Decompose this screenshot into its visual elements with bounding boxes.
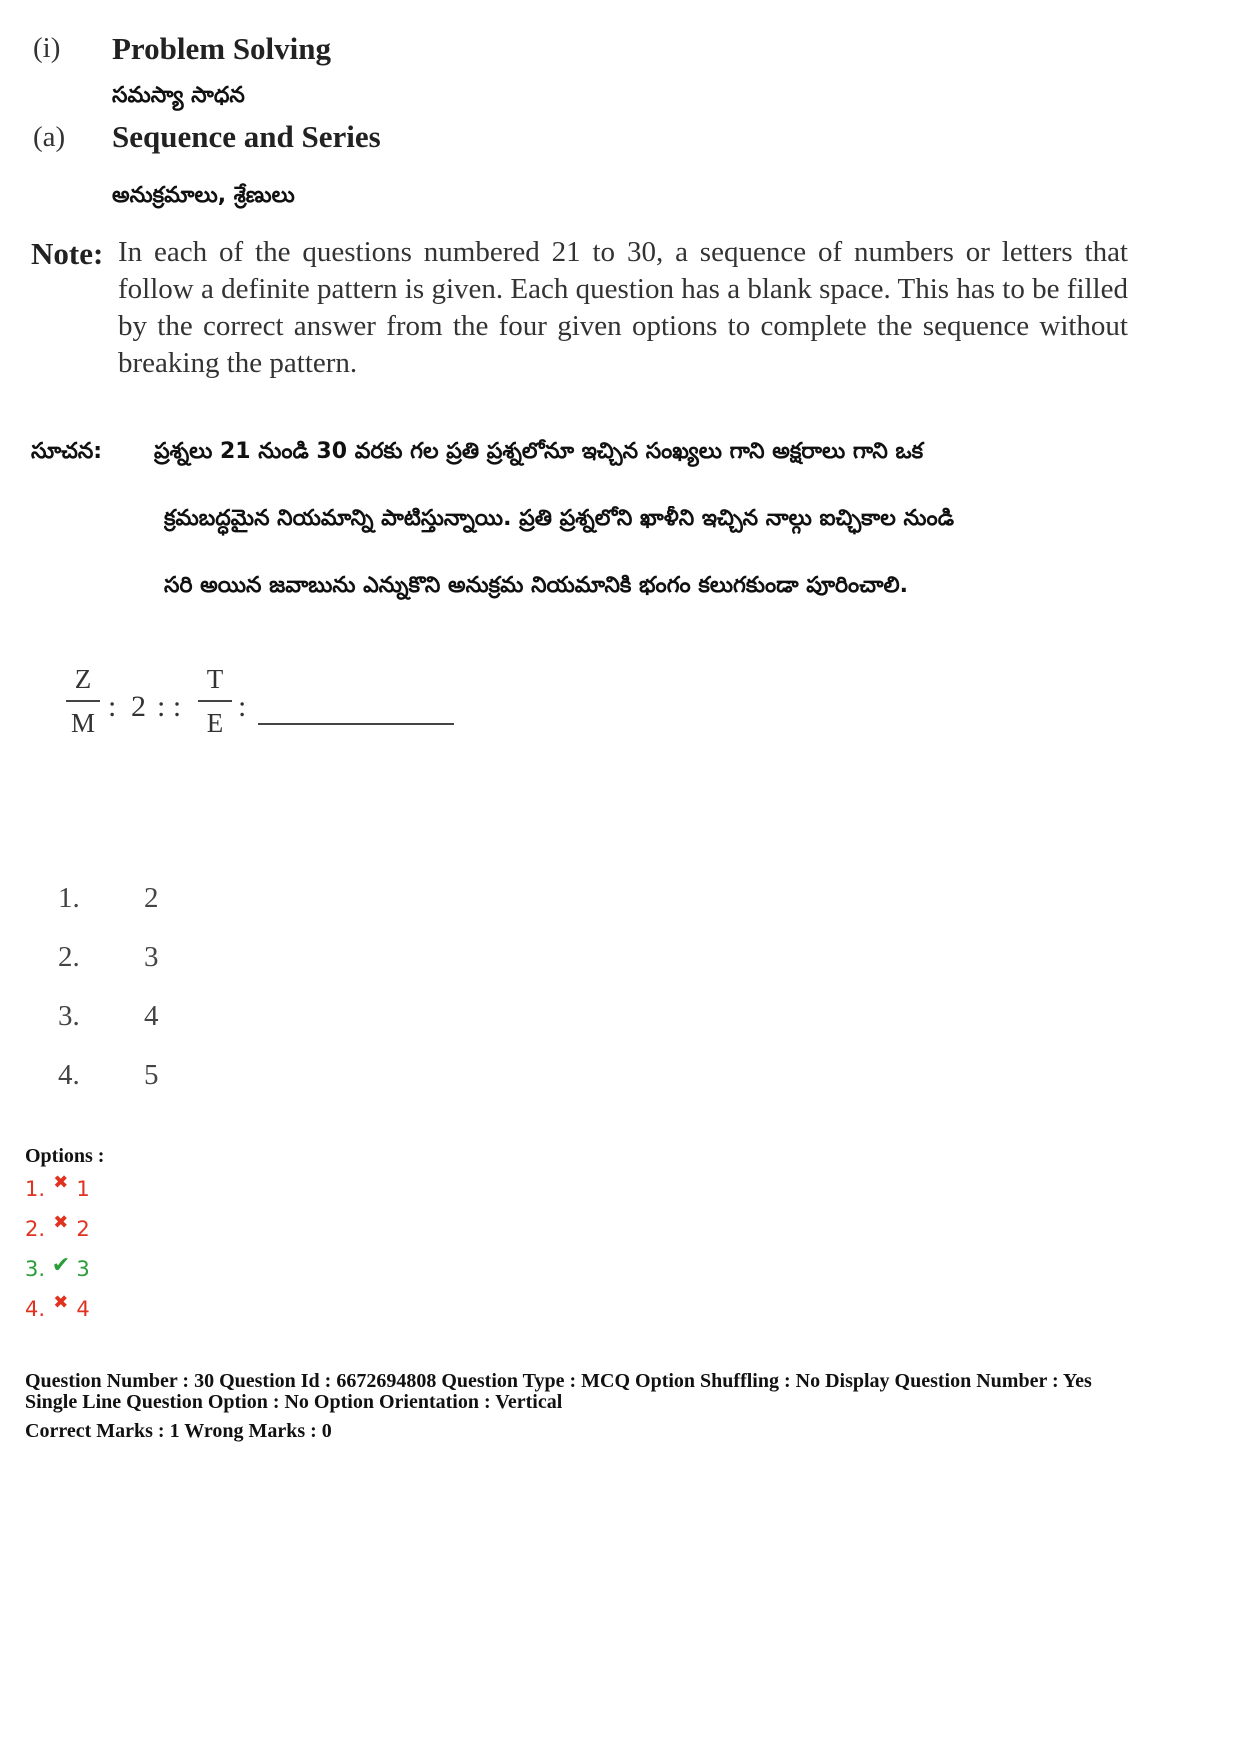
proportion-separator: : : — [157, 690, 182, 723]
section-title-sequence-series: Sequence and Series — [112, 119, 381, 154]
wrong-mark-icon: ✖ — [53, 1212, 69, 1233]
fraction-numerator: Z — [74, 664, 92, 694]
check-mark-icon: ✔ — [51, 1253, 71, 1278]
choice-number: 2. — [58, 941, 80, 973]
section-number-i: (i) — [33, 32, 61, 64]
option-number: 2. — [25, 1217, 46, 1241]
option-row[interactable] — [25, 1292, 90, 1321]
note-text: In each of the questions numbered 21 to 30, a sequence of numbers or letters that follow a definite pattern is given. Each question has a blank space. This has to be filled by the correct answer from the four given options to complete the sequence without breaking the pattern. — [118, 236, 1128, 379]
ratio-separator: : — [108, 690, 117, 723]
question-meta-line-1: Question Number : 30 Question Id : 6672694808 Question Type : MCQ Option Shuffling : No Display Question Number : Yes — [25, 1370, 1092, 1392]
option-row[interactable] — [25, 1212, 90, 1241]
option-value: 1 — [76, 1177, 90, 1201]
option-row-correct[interactable] — [25, 1253, 90, 1282]
fraction-z-over-m — [66, 664, 100, 738]
section-title-problem-solving: Problem Solving — [112, 31, 332, 66]
question-marks: Correct Marks : 1 Wrong Marks : 0 — [25, 1420, 332, 1442]
choice-number: 1. — [58, 882, 80, 914]
choice-value: 5 — [144, 1059, 159, 1091]
telugu-note-label: సూచన: — [31, 439, 103, 464]
choice-number: 4. — [58, 1059, 80, 1091]
wrong-mark-icon: ✖ — [53, 1172, 69, 1193]
note-label: Note: — [31, 236, 104, 271]
telugu-note-line-1: ప్రశ్నలు 21 నుండి 30 వరకు గల ప్రతి ప్రశ్నలోనూ ఇచ్చిన సంఖ్యలు గాని అక్షరాలు గాని ఒక — [154, 439, 924, 464]
choice-value: 4 — [144, 1000, 159, 1032]
fraction-bar — [198, 700, 232, 702]
fraction-denominator: E — [206, 708, 224, 738]
question-meta-line-2: Single Line Question Option : No Option Orientation : Vertical — [25, 1391, 563, 1413]
option-number: 4. — [25, 1297, 46, 1321]
answer-blank — [258, 723, 454, 725]
choice-value: 2 — [144, 882, 159, 914]
section-title-telugu-2: అనుక్రమాలు, శ్రేణులు — [112, 183, 295, 208]
option-row[interactable] — [25, 1172, 90, 1201]
option-number: 1. — [25, 1177, 46, 1201]
fraction-bar — [66, 700, 100, 702]
choice-number: 3. — [58, 1000, 80, 1032]
section-title-telugu-1: సమస్యా సాధన — [112, 83, 245, 108]
option-value: 4 — [76, 1297, 90, 1321]
fraction-denominator: M — [70, 708, 95, 738]
ratio-separator: : — [238, 690, 247, 723]
telugu-note-line-2: క్రమబద్ధమైన నియమాన్ని పాటిస్తున్నాయి. ప్రతి ప్రశ్నలోని ఖాళీని ఇచ్చిన నాల్గు ఐచ్ఛికాల నుండి — [164, 506, 954, 531]
choice-value: 3 — [144, 941, 159, 973]
section-number-a: (a) — [33, 121, 66, 153]
option-value: 2 — [76, 1217, 90, 1241]
telugu-note-line-3: సరి అయిన జవాబును ఎన్నుకొని అనుక్రమ నియమానికి భంగం కలుగకుండా పూరించాలి. — [164, 573, 908, 598]
ratio-middle-value: 2 — [131, 690, 146, 723]
options-heading: Options : — [25, 1145, 105, 1167]
fraction-numerator: T — [206, 664, 224, 694]
wrong-mark-icon: ✖ — [53, 1292, 69, 1313]
option-value: 3 — [76, 1257, 90, 1281]
fraction-t-over-e — [198, 664, 232, 738]
option-number: 3. — [25, 1257, 46, 1281]
